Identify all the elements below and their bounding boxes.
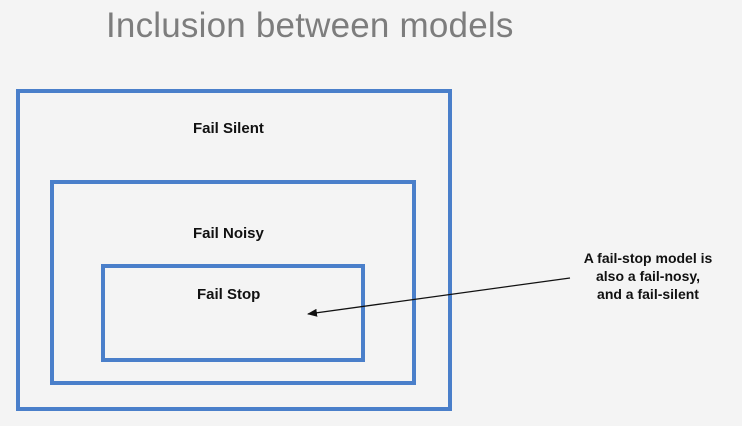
fail-noisy-label: Fail Noisy <box>193 225 264 242</box>
arrow-line <box>308 278 570 314</box>
note-line-1: A fail-stop model is <box>583 250 713 266</box>
annotation-note <box>560 249 736 303</box>
note-line-3: and a fail-silent <box>597 286 699 302</box>
fail-silent-label: Fail Silent <box>193 120 264 137</box>
slide-title: Inclusion between models <box>106 6 514 45</box>
note-line-2: also a fail-nosy, <box>596 268 700 284</box>
fail-stop-label: Fail Stop <box>197 286 261 303</box>
